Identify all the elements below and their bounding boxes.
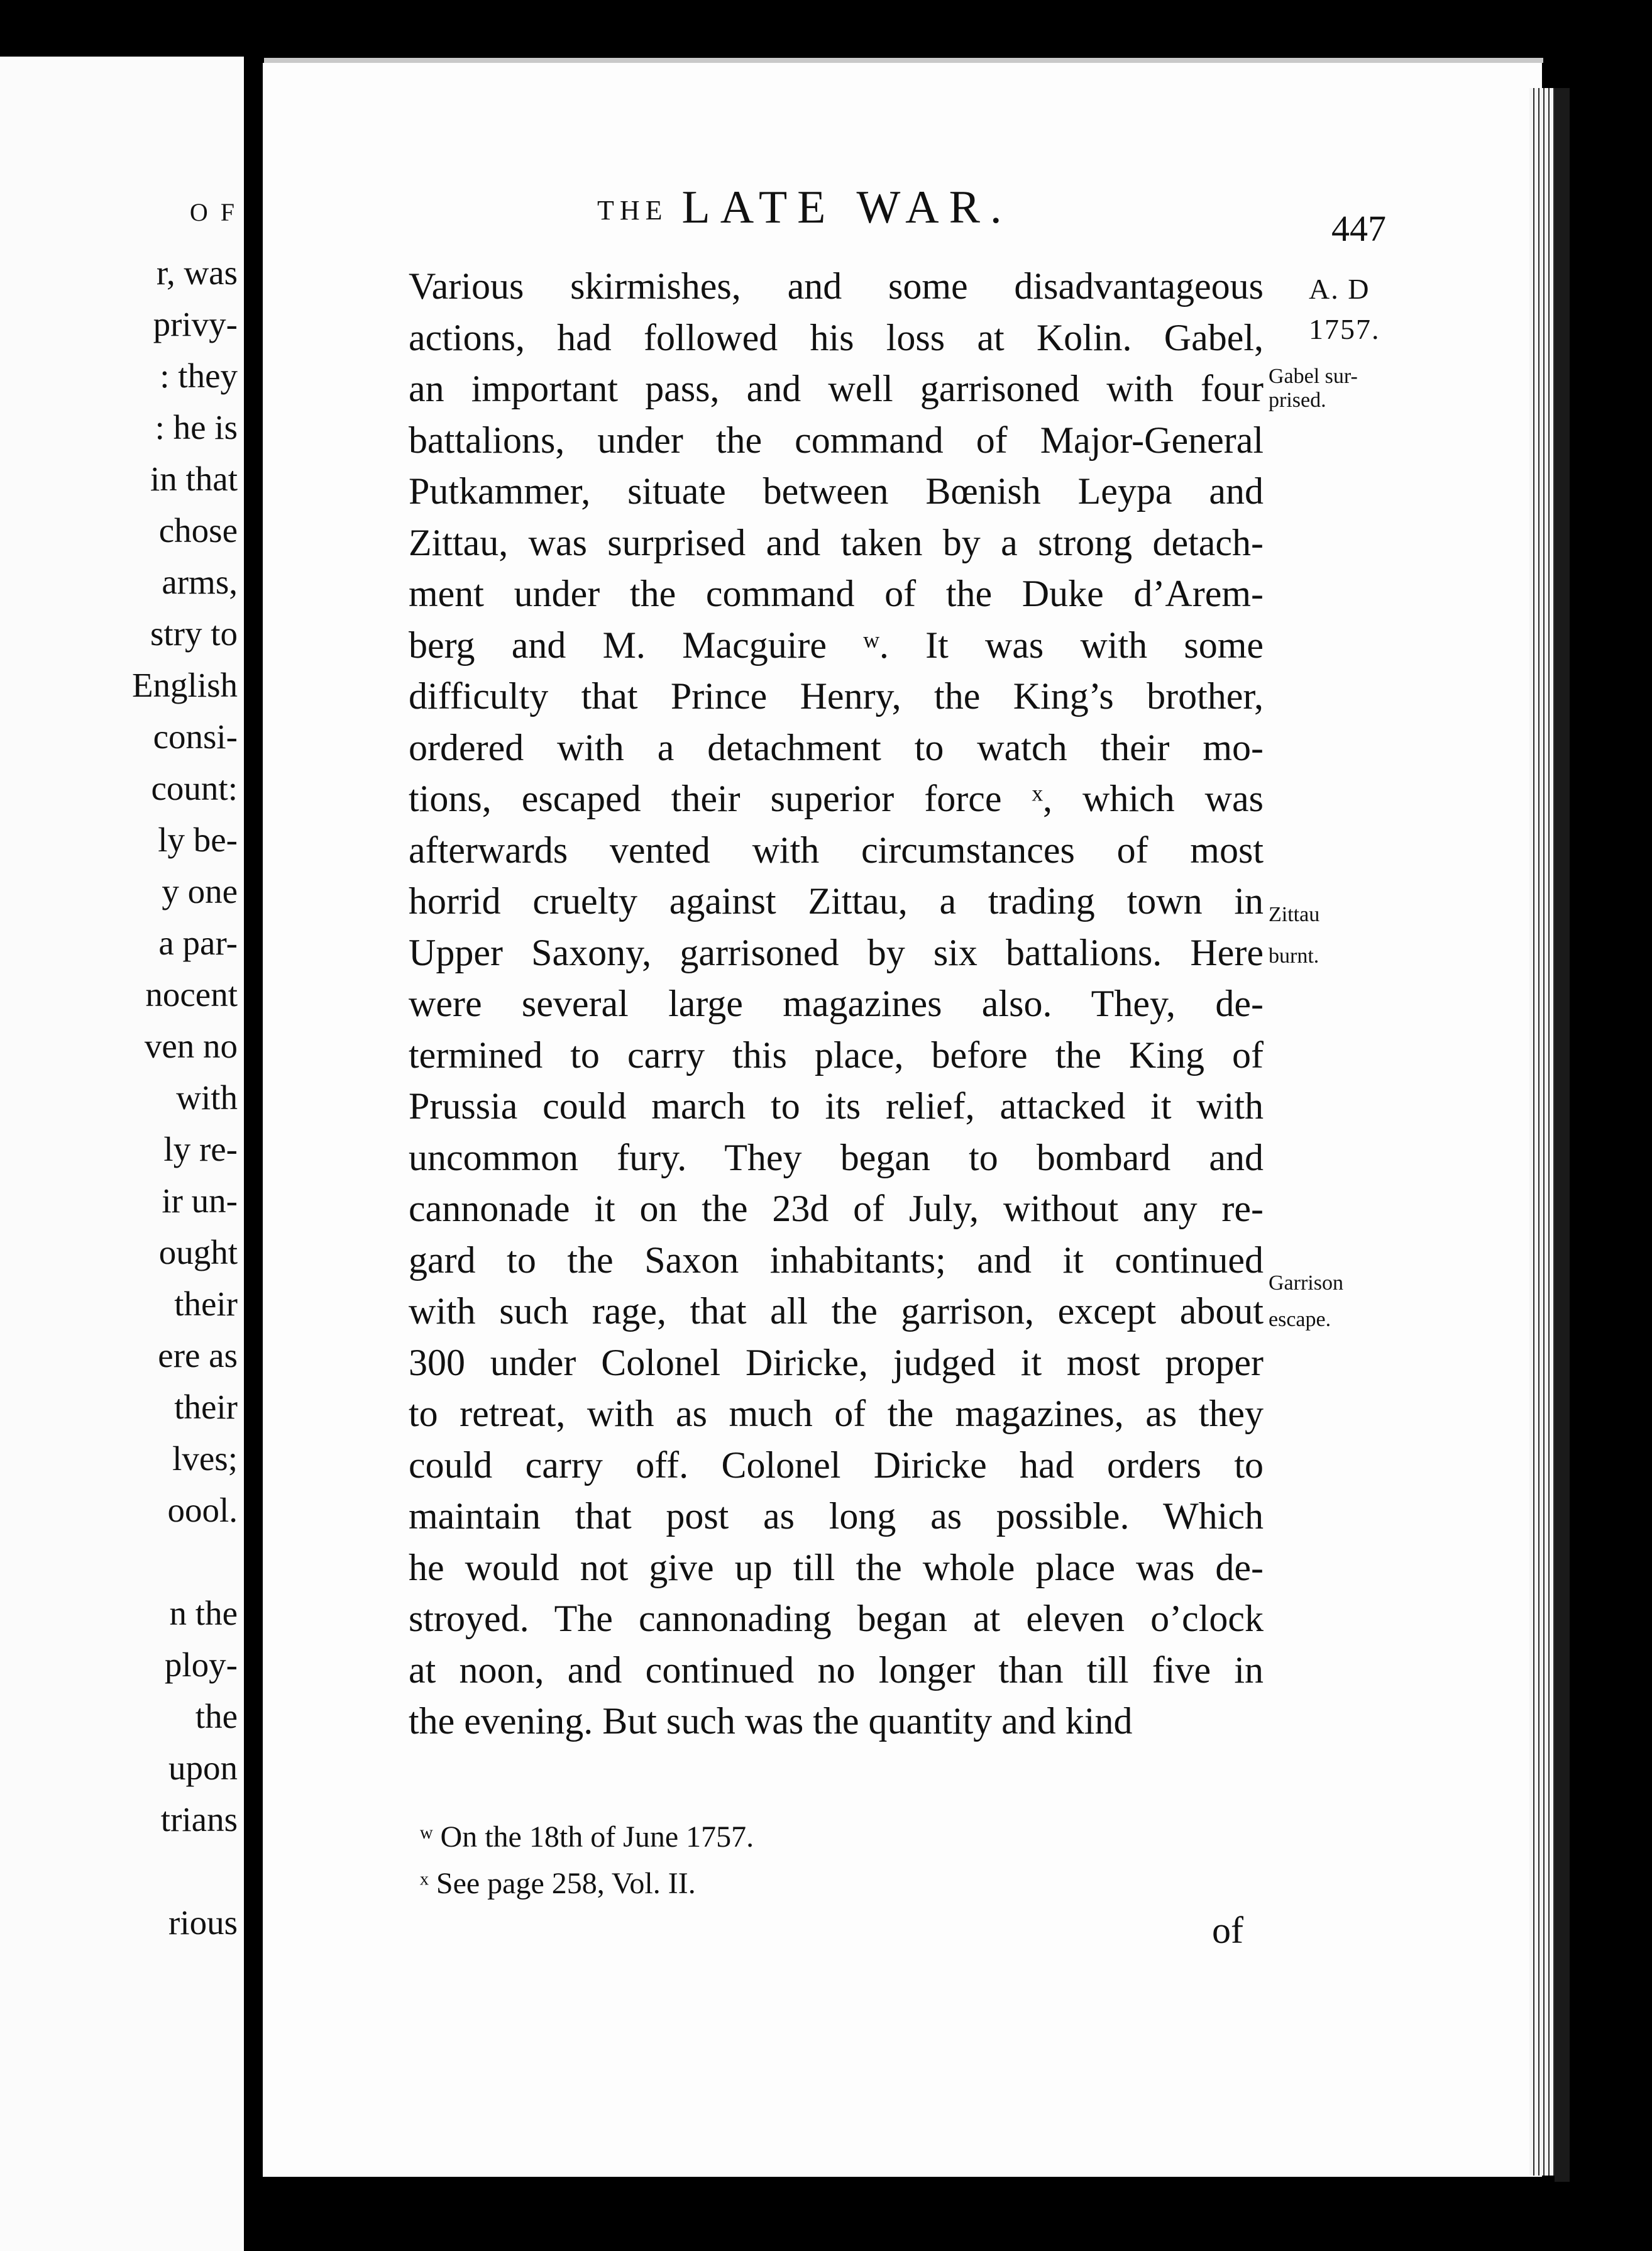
body-line: to retreat, with as much of the magazines, as they (409, 1393, 1264, 1434)
margin-note-year: 1757. (1309, 313, 1380, 345)
body-line: uncommon fury. They began to bombard and (409, 1136, 1264, 1178)
left-page-line: arms, (162, 563, 238, 601)
body-line: 300 under Colonel Diricke, judged it most proper (409, 1341, 1264, 1383)
left-page-line: y one (162, 872, 238, 910)
left-page-line: chose (158, 511, 238, 550)
left-page-line: their (174, 1388, 238, 1426)
page-top-strip (264, 58, 1543, 63)
body-line: stroyed. The cannonading began at eleven o’clock (409, 1598, 1264, 1639)
body-line: berg and M. Macguire ʷ. It was with some (409, 624, 1264, 666)
margin-note-zittau-1: Zittau (1269, 903, 1320, 926)
body-line: Putkammer, situate between Bœnish Leypa and (409, 470, 1264, 512)
body-line: with such rage, that all the garrison, except about (409, 1290, 1264, 1332)
catchword: of (1212, 1910, 1243, 1951)
left-page-line: trians (160, 1800, 238, 1839)
margin-note-gabel-1: Gabel sur- (1269, 365, 1358, 388)
left-page-line: consi- (153, 717, 238, 756)
body-line: he would not give up till the whole place was de- (409, 1546, 1264, 1588)
body-line: termined to carry this place, before the King of (409, 1034, 1264, 1076)
body-line: ment under the command of the Duke d’Arem- (409, 573, 1264, 614)
running-head-title: LATE WAR. (681, 182, 1012, 233)
body-line: Various skirmishes, and some disadvantageous (409, 265, 1264, 307)
footnote-x: ˣ See page 258, Vol. II. (420, 1867, 696, 1900)
body-line: actions, had followed his loss at Kolin. Gabel, (409, 316, 1264, 358)
left-page-line: in that (150, 460, 238, 498)
left-page-fragment (0, 57, 244, 2251)
left-page-line: : they (160, 357, 238, 395)
left-page-line: ven no (144, 1027, 238, 1065)
body-line: Zittau, was surprised and taken by a strong detach- (409, 521, 1264, 563)
left-page-line: ere as (158, 1336, 238, 1374)
left-page-line: lves; (172, 1439, 238, 1478)
left-page-line: count: (151, 769, 238, 807)
body-line: ordered with a detachment to watch their mo- (409, 726, 1264, 768)
left-page-line: : he is (155, 408, 238, 446)
page-edges (1529, 88, 1555, 2176)
body-line: an important pass, and well garrisoned with four (409, 368, 1264, 409)
left-page-line: ly be- (158, 821, 238, 859)
left-page-line: a par- (158, 924, 238, 962)
left-page-line: oool. (167, 1491, 238, 1529)
body-line: tions, escaped their superior force ˣ, which was (409, 778, 1264, 819)
body-line: the evening. But such was the quantity and kind (409, 1700, 1133, 1742)
left-page-line: privy- (153, 305, 238, 343)
left-page-line: their (174, 1285, 238, 1323)
left-page-line: nocent (145, 975, 238, 1014)
body-line: were several large magazines also. They, de- (409, 983, 1264, 1024)
margin-note-ad: A. D (1309, 273, 1370, 305)
left-page-line: English (131, 666, 238, 704)
footnote-w: ʷ On the 18th of June 1757. (420, 1820, 754, 1854)
left-page-line: upon (168, 1749, 238, 1787)
margin-note-zittau-2: burnt. (1269, 944, 1319, 968)
body-line: Upper Saxony, garrisoned by six battalions. Here (409, 931, 1264, 973)
left-page-line: ir un- (162, 1181, 238, 1220)
book-edge (1555, 88, 1570, 2182)
left-page-line: ploy- (164, 1645, 238, 1684)
left-page-line: r, was (156, 253, 238, 292)
page-number: 447 (1331, 208, 1386, 249)
body-line: battalions, under the command of Major-General (409, 419, 1264, 461)
margin-note-gabel-2: prised. (1269, 389, 1326, 412)
left-page-line: rious (168, 1903, 238, 1942)
margin-note-garrison-1: Garrison (1269, 1271, 1343, 1295)
body-line: difficulty that Prince Henry, the King’s brother, (409, 675, 1264, 717)
left-page-line: ly re- (163, 1130, 238, 1168)
running-head-the: THE (597, 195, 668, 226)
body-line: at noon, and continued no longer than till five in (409, 1649, 1264, 1691)
left-page-line: stry to (150, 614, 238, 653)
left-page-line: ought (158, 1233, 238, 1271)
body-line: gard to the Saxon inhabitants; and it continued (409, 1239, 1264, 1281)
body-line: cannonade it on the 23d of July, without any re- (409, 1188, 1264, 1229)
left-page-line: n the (169, 1594, 238, 1632)
body-line: could carry off. Colonel Diricke had orders to (409, 1444, 1264, 1486)
body-line: afterwards vented with circumstances of most (409, 829, 1264, 871)
margin-note-garrison-2: escape. (1269, 1308, 1331, 1331)
body-line: horrid cruelty against Zittau, a trading town in (409, 880, 1264, 922)
body-line: maintain that post as long as possible. Which (409, 1495, 1264, 1537)
left-page-header: O F (189, 198, 238, 226)
running-head (597, 181, 1011, 235)
left-page-line: with (176, 1078, 238, 1117)
body-line: Prussia could march to its relief, attacked it with (409, 1085, 1264, 1127)
left-page-line: the (195, 1697, 238, 1735)
